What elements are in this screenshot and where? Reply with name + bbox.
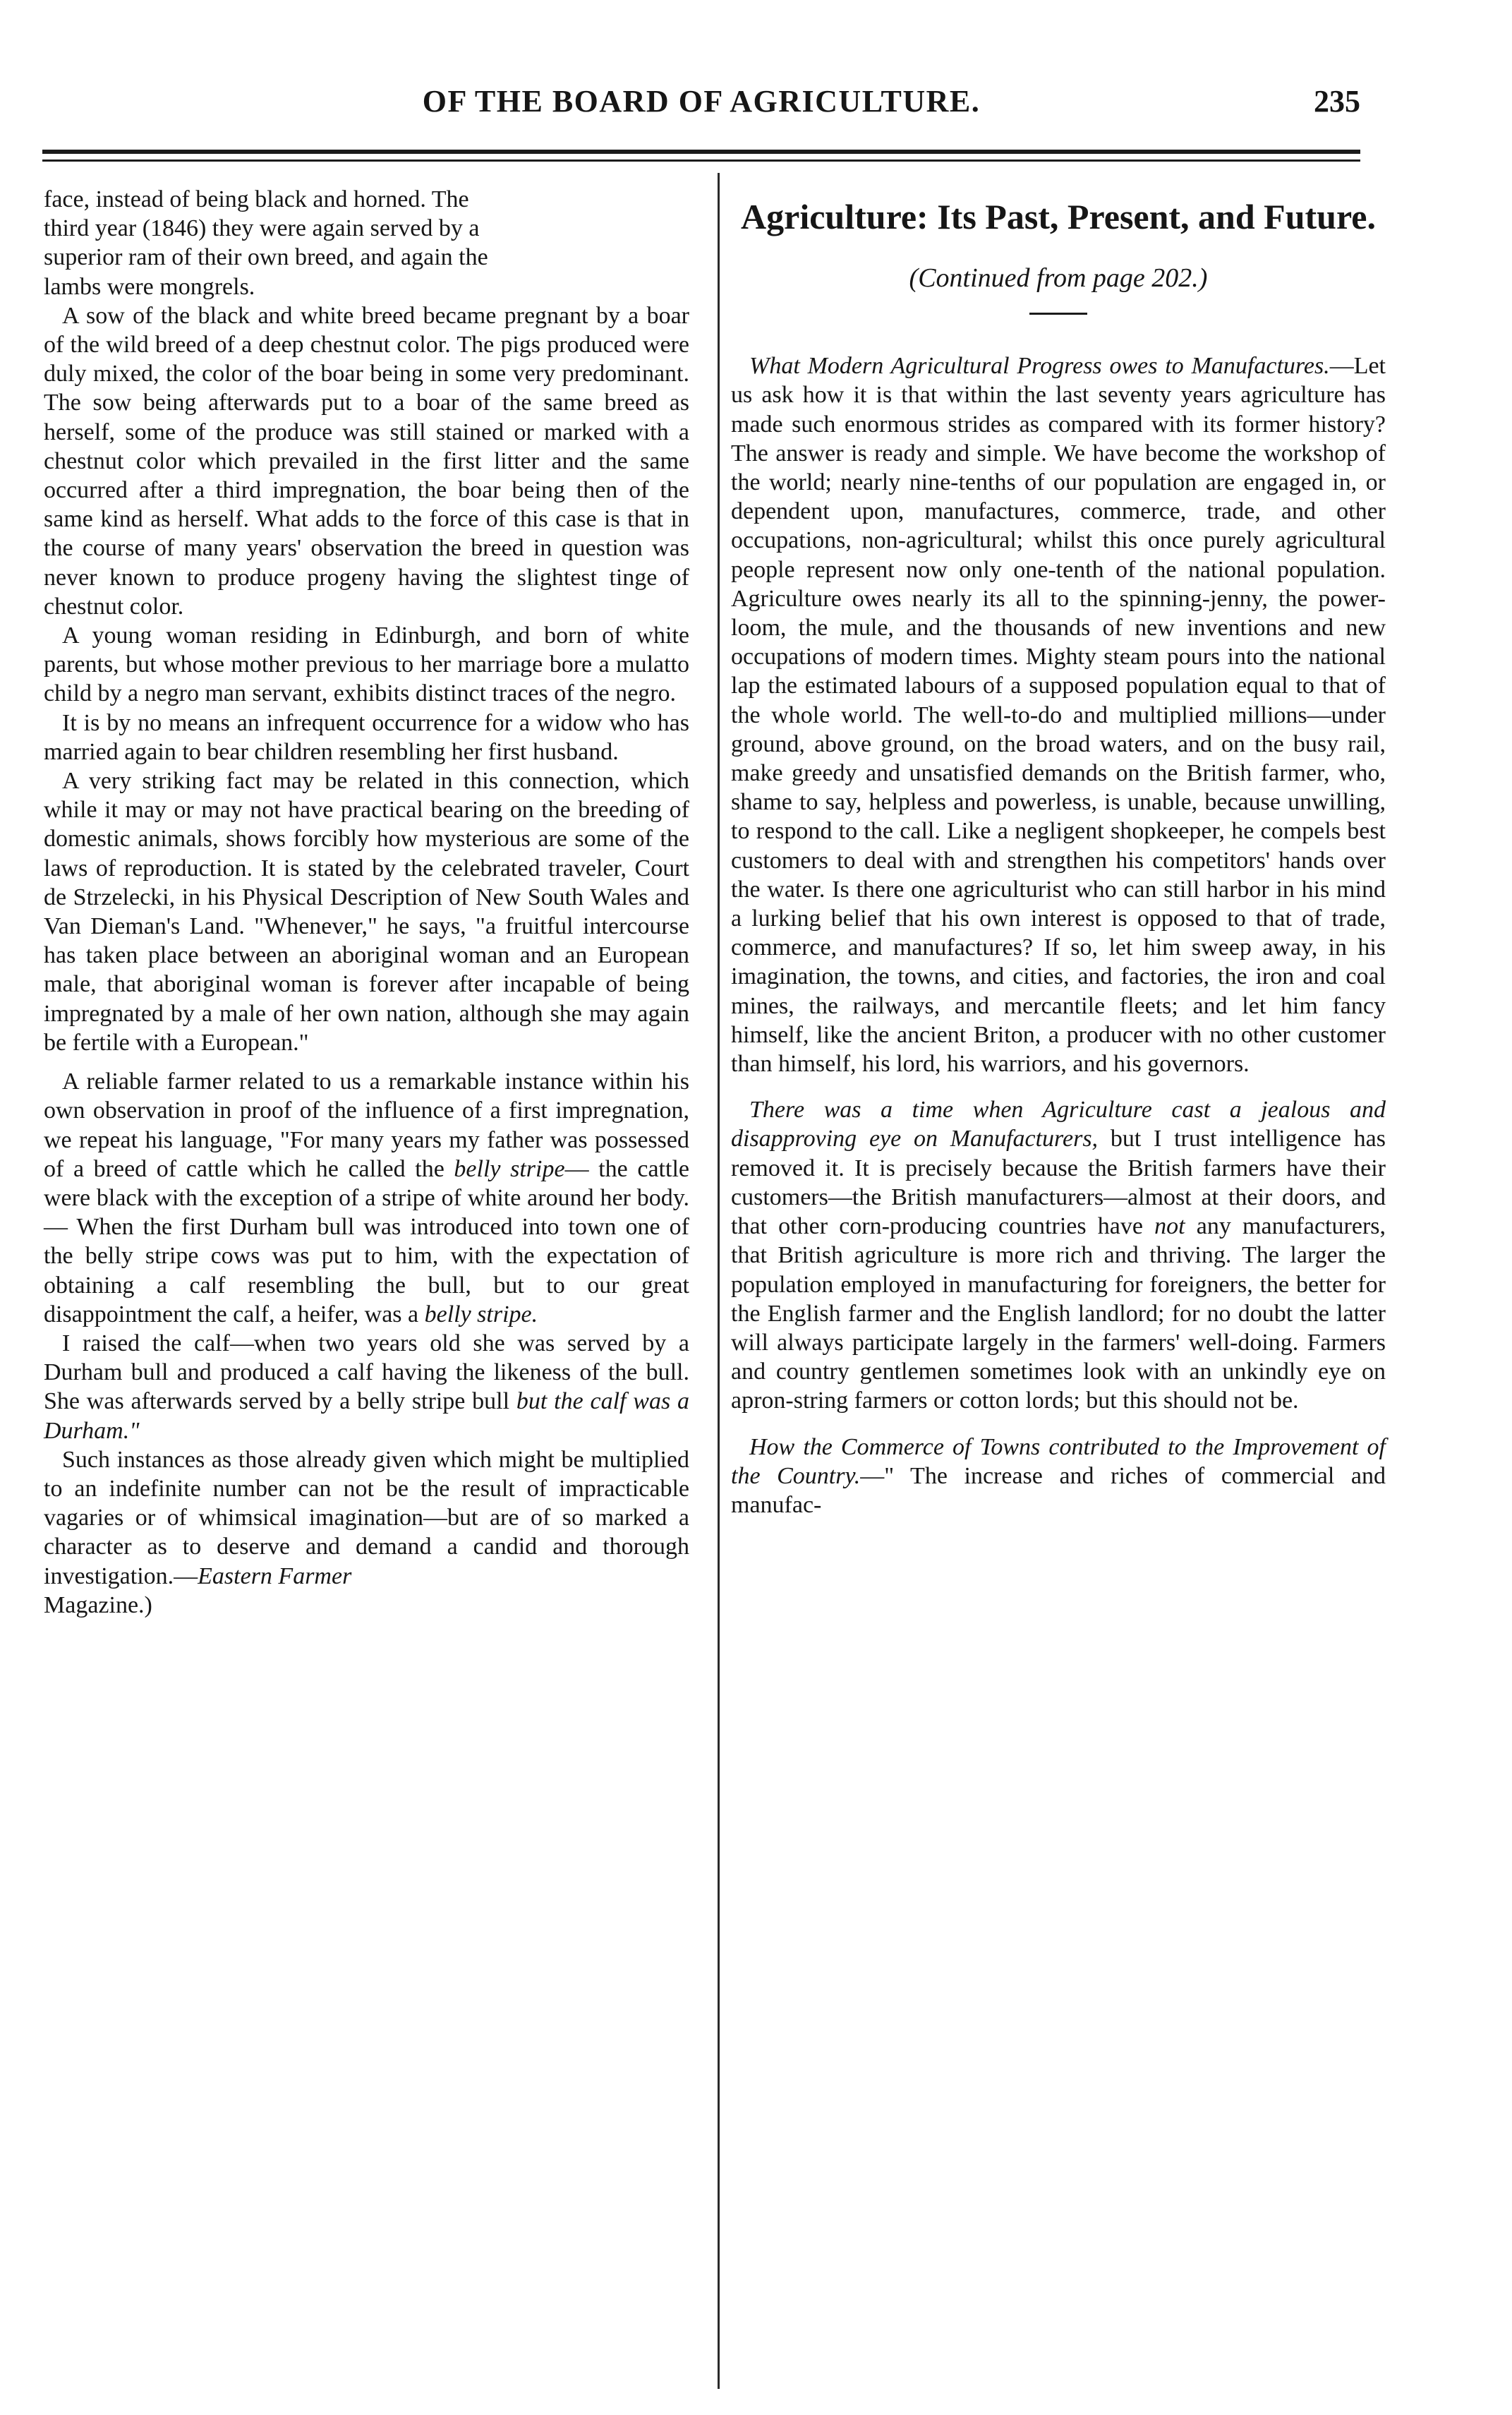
article-title: Agriculture: Its Past, Present, and Future.	[741, 197, 1376, 236]
section-manufactures-heading: What Modern Agricultural Progress owes to Manufactures.	[749, 353, 1330, 380]
continued-line-3: superior ram of their own breed, and again the	[44, 244, 488, 271]
paragraph-widow: It is by no means an infrequent occurrence for a widow who has married again to bear children resembling her first husband.	[44, 709, 689, 765]
calf-text: I raised the calf—when two years old she was served by a Durham bull and produced a calf having the likeness of the bull. She was afterwards served by a belly stripe bull	[44, 1330, 689, 1415]
farmer-emphasis-1: belly stripe	[454, 1155, 565, 1182]
calf-emphasis: but the calf was a Durham."	[44, 1388, 689, 1444]
section-jealous-body-a: but I trust intelligence has removed it. It is precisely because the British farmers have their customers—the British manufacturers—almost at their doors, and that other corn-producing countries have	[731, 1126, 1386, 1240]
source-attribution: Eastern Farmer	[198, 1562, 352, 1589]
farmer-text-b: — the cattle were black with the exception of a stripe of white around her body.— When the first Durham bull was introduced into town one of the belly stripe cows was put to him, with the expectation of obtaining a calf resembling the bull, but to our great disappointment the calf, a heifer, was a	[44, 1155, 689, 1327]
section-manufactures-body: —Let us ask how it is that within the last seventy years agriculture has made such enormous strides as compared with its former history? The answer is ready and simple. We have become the workshop of the world; nearly nine-tenths of our population are engaged in, or dependent upon, manufactures, commerce, trade, and other occupations, non-agricultural; whilst this once purely agricultural people represent now only one-tenth of the national population. Agriculture owes nearly its all to the spinning-jenny, the power-loom, the mule, and the thousands of new inventions and new occupations of modern times. Mighty steam pours into the national lap the estimated labours of a supposed population equal to that of the whole world. The well-to-do and multiplied millions—under ground, above ground, on the broad waters, and on the busy rail, make greedy and unsatisfied demands on the British farmer, who, shame to say, helpless and powerless, is unable, because unwilling, to respond to the call. Like a negligent shopkeeper, he compels best customers to deal with and strengthen his competitors' hands over the water. Is there one agriculturist who can still harbor in his mind a lurking belief that his own interest is opposed to that of trade, commerce, and manufactures? If so, let him sweep away, in his imagination, the towns, and cities, and factories, the iron and coal mines, the railways, and mercantile fleets; and let him fancy himself, like the ancient Briton, a producer with no other customer than himself, his lord, his warriors, and his governors.	[731, 353, 1386, 1078]
section-commerce	[731, 1433, 1386, 1520]
source-attribution-end: Magazine.)	[44, 1591, 152, 1618]
continued-from-note: (Continued from page 202.)	[909, 263, 1208, 293]
right-column	[731, 185, 1386, 1519]
instances-text: Such instances as those already given which might be multiplied to an indefinite number can not be the result of impracticable vagaries or of whimsical imagination—but are of so marked a character as to deserve and demand a candid and thorough investigation.—	[44, 1446, 689, 1589]
running-title: OF THE BOARD OF AGRICULTURE.	[422, 84, 981, 119]
paragraph-young-woman: A young woman residing in Edinburgh, and born of white parents, but whose mother previous to her marriage bore a mulatto child by a negro man servant, exhibits distinct traces of the negro.	[44, 622, 689, 707]
section-jealous-body-b: any manufacturers, that British agriculture is more rich and thriving. The larger the population employed in manufacturing for foreigners, the better for the English farmer and the English landlord; for no doubt the latter will always participate largely in the farmers' well-doing. Farmers and country gentlemen sometimes look with an unkindly eye on apron-string farmers or cotton lords; but this should not be.	[731, 1213, 1386, 1414]
page-number: 235	[1314, 84, 1360, 119]
left-column	[44, 185, 689, 1620]
paragraph-sow: A sow of the black and white breed became pregnant by a boar of the wild breed of a deep chestnut color. The pigs produced were duly mixed, the color of the boar being in some very predominant. The sow being afterwards put to a boar of the same breed as herself, some of the produce was still stained or marked with a chestnut color which prevailed in the first litter and the same occurred after a third impregnation, the boar being then of the same kind as herself. What adds to the force of this case is that in the course of many years' observation the breed in question was never known to produce progeny having the slightest tinge of chestnut color.	[44, 302, 689, 620]
section-commerce-heading: How the Commerce of Towns contributed to the Improvement of the Country.	[731, 1433, 1386, 1489]
farmer-emphasis-2: belly stripe.	[424, 1301, 538, 1327]
running-head	[42, 83, 1360, 133]
section-manufactures	[731, 351, 1386, 1078]
title-short-rule	[1029, 313, 1087, 315]
section-jealous-heading: There was a time when Agriculture cast a jealous and disapproving eye on Manufacturers,	[731, 1097, 1386, 1152]
continued-line-4: lambs were mongrels.	[44, 273, 255, 300]
paragraph-strzelecki: A very striking fact may be related in this connection, which while it may or may not have practical bearing on the breeding of domestic animals, shows forcibly how mysterious are some of the laws of reproduction. It is stated by the celebrated traveler, Court de Strzelecki, in his Physical Description of New South Wales and Van Dieman's Land. "Whenever," he says, "a fruitful intercourse has taken place between an aboriginal woman and an European male, that aboriginal woman is forever after incapable of being impregnated by a male of her own nation, although she may again be fertile with a European."	[44, 768, 689, 1056]
paragraph-instances	[44, 1445, 689, 1591]
continued-line-1: face, instead of being black and horned. The	[44, 186, 469, 212]
column-divider	[718, 173, 720, 2389]
section-jealous-not: not	[1154, 1213, 1185, 1240]
farmer-text-a: A reliable farmer related to us a remarkable instance within his own observation in proof of the influence of a first impregnation, we repeat his language, "For many years my father was possessed of a breed of cattle which he called the	[44, 1068, 689, 1182]
paragraph-calf	[44, 1329, 689, 1445]
paragraph-farmer	[44, 1067, 689, 1329]
section-commerce-body: —" The increase and riches of commercial and manufac-	[731, 1462, 1386, 1518]
header-rule-thick	[42, 150, 1360, 154]
section-jealous	[731, 1095, 1386, 1415]
continued-line-2: third year (1846) they were again served by a	[44, 215, 480, 242]
header-rule-thin	[42, 159, 1360, 162]
